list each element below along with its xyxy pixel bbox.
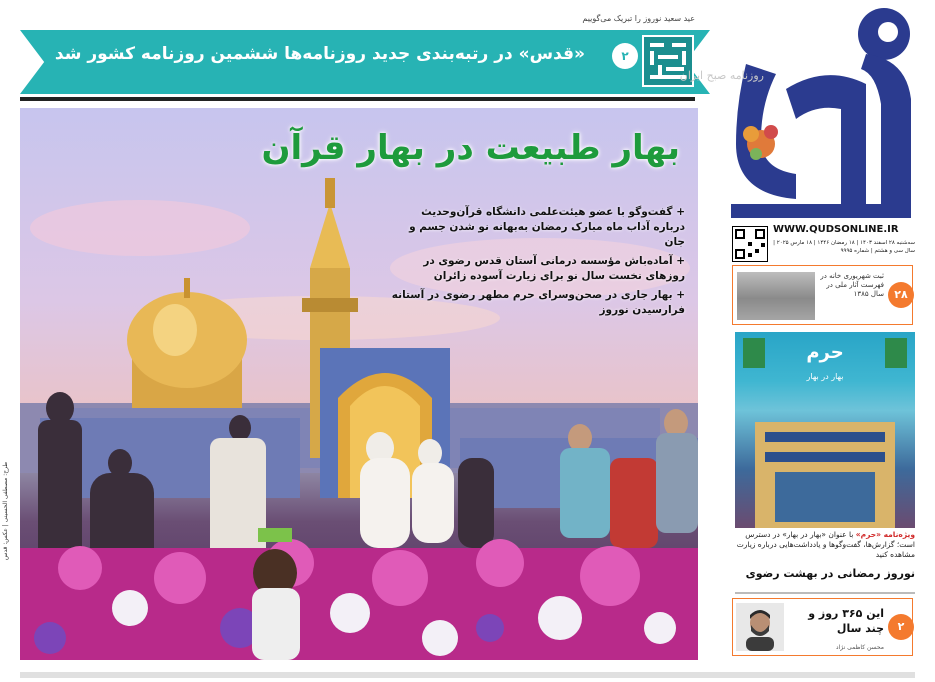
magazine-caption[interactable]: نوروز رمضانی در بهشت رضوی: [745, 567, 915, 580]
column-title: این ۳۶۵ روز و چند سال: [808, 607, 884, 635]
page-badge: ۲۸: [888, 282, 914, 308]
shrine-scene-icon: [20, 108, 698, 660]
historical-note-text: ثبت شهریوری خانه در فهرست آثار ملی در سال ۱۳۸۵: [820, 272, 884, 298]
header-rule: [20, 97, 695, 101]
main-photo-illustration: [20, 108, 698, 660]
footer-bar: [20, 672, 915, 678]
qr-code-icon[interactable]: [732, 226, 768, 262]
website-url[interactable]: WWW.QUDSONLINE.IR: [773, 224, 899, 235]
magazine-description: [735, 530, 915, 560]
magazine-description-red: ویژه‌نامه «حرم»: [855, 530, 915, 539]
bullet-item[interactable]: + آماده‌باش مؤسسه درمانی آستان قدس رضوی در روزهای نخست سال نو برای زیارت آسوده زائران: [423, 255, 685, 282]
magazine-subtitle: بهار در بهار: [806, 372, 844, 381]
banner-headline[interactable]: «قدس» در رتبه‌بندی جدید روزنامه‌ها ششمین روزنامه کشور شد: [54, 44, 585, 64]
photo-credit: طرح: مصطفی الحسینی | عکس: قدس: [2, 461, 9, 560]
masthead-logo-icon: [679, 4, 916, 226]
magazine-title: حرم: [806, 342, 844, 363]
svg-text:روزنامه صبح ایران: روزنامه صبح ایران: [679, 69, 764, 82]
author-avatar: [736, 603, 784, 651]
nowruz-greeting: عید سعید نوروز را تبریک می‌گوییم: [582, 14, 695, 23]
magazine-description-body: با عنوان «بهار در بهار» در دسترس است؛ گزارش‌ها، گفت‌وگوها و یادداشت‌هایی درباره زیارت مشاهده کنید: [736, 530, 915, 559]
page-badge: ۲: [888, 614, 914, 640]
column-author: محسن کاظمی نژاد: [835, 644, 884, 651]
bullet-item[interactable]: + بهار جاری در صحن‌وسرای حرم مطهر رضوی در آستانه فرارسیدن نوروز: [391, 289, 685, 316]
main-bullets: [390, 205, 685, 322]
historical-photo: [737, 272, 815, 320]
main-headline[interactable]: بهار طبیعت در بهار قرآن: [261, 128, 680, 168]
dateline: سه‌شنبه ۲۸ اسفند ۱۴۰۳ | ۱۸ رمضان ۱۴۴۶ | ۱۸ مارس ۲۰۲۵ | سال سی و هشتم | شماره ۹۹۹۵: [773, 240, 915, 254]
divider: [735, 592, 915, 594]
banner-page-badge: ۲: [612, 43, 638, 69]
bullet-item[interactable]: + گفت‌وگو با عضو هیئت‌علمی دانشگاه قرآن‌وحدیث درباره آداب ماه مبارک رمضان به‌بهانه نو شدن جسم و جان: [409, 206, 685, 248]
